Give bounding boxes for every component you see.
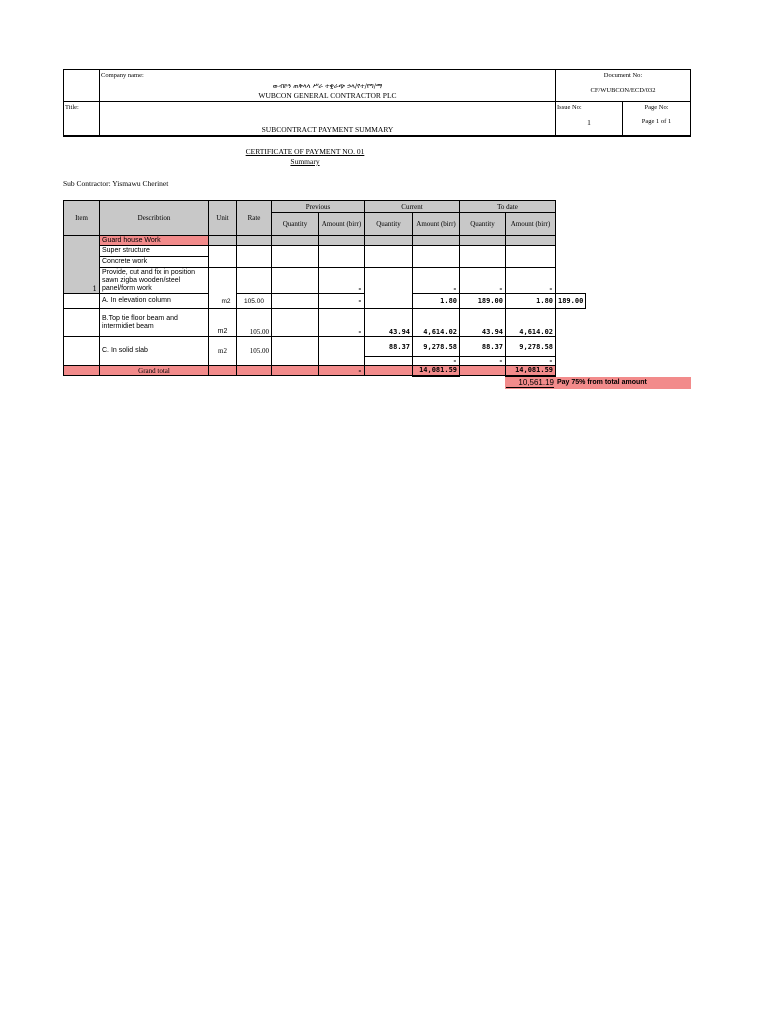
pay-note: Pay 75% from total amount <box>557 379 647 386</box>
row-b-rate: 105.00 <box>237 309 272 337</box>
company-label: Company name: <box>101 72 144 79</box>
row-c-cur-qty: 88.37 <box>365 337 413 357</box>
row-b-td-amount: 4,614.02 <box>506 309 556 337</box>
table-row <box>64 337 586 357</box>
row-b-cur-amount: 4,614.02 <box>413 309 460 337</box>
title-label: Title: <box>65 104 79 111</box>
grand-total-todate: 14,081.59 <box>506 366 556 376</box>
doc-number: CF/WUBCON/ECD/032 <box>590 87 656 94</box>
col-header-unit: Unit <box>209 201 237 236</box>
section-super-structure: Super structure <box>100 246 209 257</box>
table-row <box>64 268 586 294</box>
row-c-td-qty-dash: - <box>460 357 506 366</box>
grand-total-row <box>64 366 586 376</box>
company-amharic: ውብኮን ጠቅላላ ሥራ ተቋራጭ ኃላ/የተ/የግ/ማ <box>272 82 383 90</box>
col-group-previous: Previous <box>272 201 365 213</box>
header-block <box>63 69 691 137</box>
row-c-cur-amount: 9,278.58 <box>413 337 460 357</box>
page-label: Page No: <box>644 104 669 111</box>
row-c-td-amount-dash: - <box>506 357 556 366</box>
row-a-cur-amount: 189.00 <box>460 294 506 309</box>
issue-label: Issue No: <box>557 104 582 111</box>
row-a-td-qty: 1.80 <box>506 294 556 309</box>
col-header-description: Describtion <box>100 201 209 236</box>
provide-cur-amount: - <box>413 268 460 294</box>
table-row <box>64 309 586 337</box>
col-group-current: Current <box>365 201 460 213</box>
provide-td-amount: - <box>506 268 556 294</box>
grand-total-current: 14,081.59 <box>413 366 460 376</box>
row-b-cur-qty: 43.94 <box>365 309 413 337</box>
col-header-rate: Rate <box>237 201 272 236</box>
row-a-cur-qty: 1.80 <box>413 294 460 309</box>
row-c-td-amount: 9,278.58 <box>506 337 556 357</box>
row-c-description: C. In solid slab <box>100 337 209 366</box>
row-a-td-amount: 189.00 <box>556 294 586 309</box>
item-number <box>64 236 100 294</box>
row-a-prev-amount: - <box>319 294 365 309</box>
item-number-value: 1 <box>92 285 97 293</box>
page-number: Page 1 of 1 <box>641 118 672 125</box>
row-c-subtotal-dash: - <box>413 357 460 366</box>
col-header-prev-qty: Quantity <box>272 213 319 236</box>
row-b-prev-amount: - <box>319 309 365 337</box>
row-a-unit: m2 <box>221 298 231 305</box>
row-a-description: A. In elevation column <box>100 294 209 309</box>
table-row <box>64 246 586 257</box>
doc-title: SUBCONTRACT PAYMENT SUMMARY <box>261 125 394 134</box>
subcontractor-name: Sub Contractor: Yismawu Cherinet <box>63 179 169 188</box>
table-row <box>64 236 586 246</box>
col-group-todate: To date <box>460 201 556 213</box>
section-concrete-work: Concrete work <box>100 257 209 268</box>
divider <box>64 135 690 137</box>
row-b-description: B.Top tie floor beam and intermidiet beam <box>100 309 209 337</box>
row-c-td-qty: 88.37 <box>460 337 506 357</box>
certificate-title: CERTIFICATE OF PAYMENT NO. 01 <box>245 147 365 156</box>
col-header-cur-qty: Quantity <box>365 213 413 236</box>
col-header-td-qty: Quantity <box>460 213 506 236</box>
company-name: WUBCON GENERAL CONTRACTOR PLC <box>258 91 397 100</box>
grand-total-prev: - <box>319 366 365 376</box>
row-c-unit: m2 <box>209 337 237 366</box>
doc-label: Document No: <box>603 72 643 79</box>
provide-description: Provide, cut and fix in position sawn zigba wooden/steel panel/form work <box>100 268 209 294</box>
certificate-subtitle: Summary <box>290 157 320 166</box>
divider <box>64 101 690 102</box>
row-a-rate: 105.00 <box>237 294 272 309</box>
provide-td-qty: - <box>460 268 506 294</box>
col-header-cur-amount: Amount (birr) <box>413 213 460 236</box>
row-c-rate: 105.00 <box>237 337 272 366</box>
table-row <box>64 294 586 309</box>
provide-prev-amount: - <box>319 268 365 294</box>
row-b-unit: m2 <box>209 309 237 337</box>
issue-number: 1 <box>587 118 591 127</box>
pay-amount: 10,561.19 <box>506 378 554 388</box>
row-b-td-qty: 43.94 <box>460 309 506 337</box>
col-header-prev-amount: Amount (birr) <box>319 213 365 236</box>
payment-table <box>63 200 586 377</box>
col-header-item: Item <box>64 201 100 236</box>
section-guard-house: Guard house Work <box>100 236 209 246</box>
col-header-td-amount: Amount (birr) <box>506 213 556 236</box>
grand-total-label: Grand total <box>100 366 209 376</box>
